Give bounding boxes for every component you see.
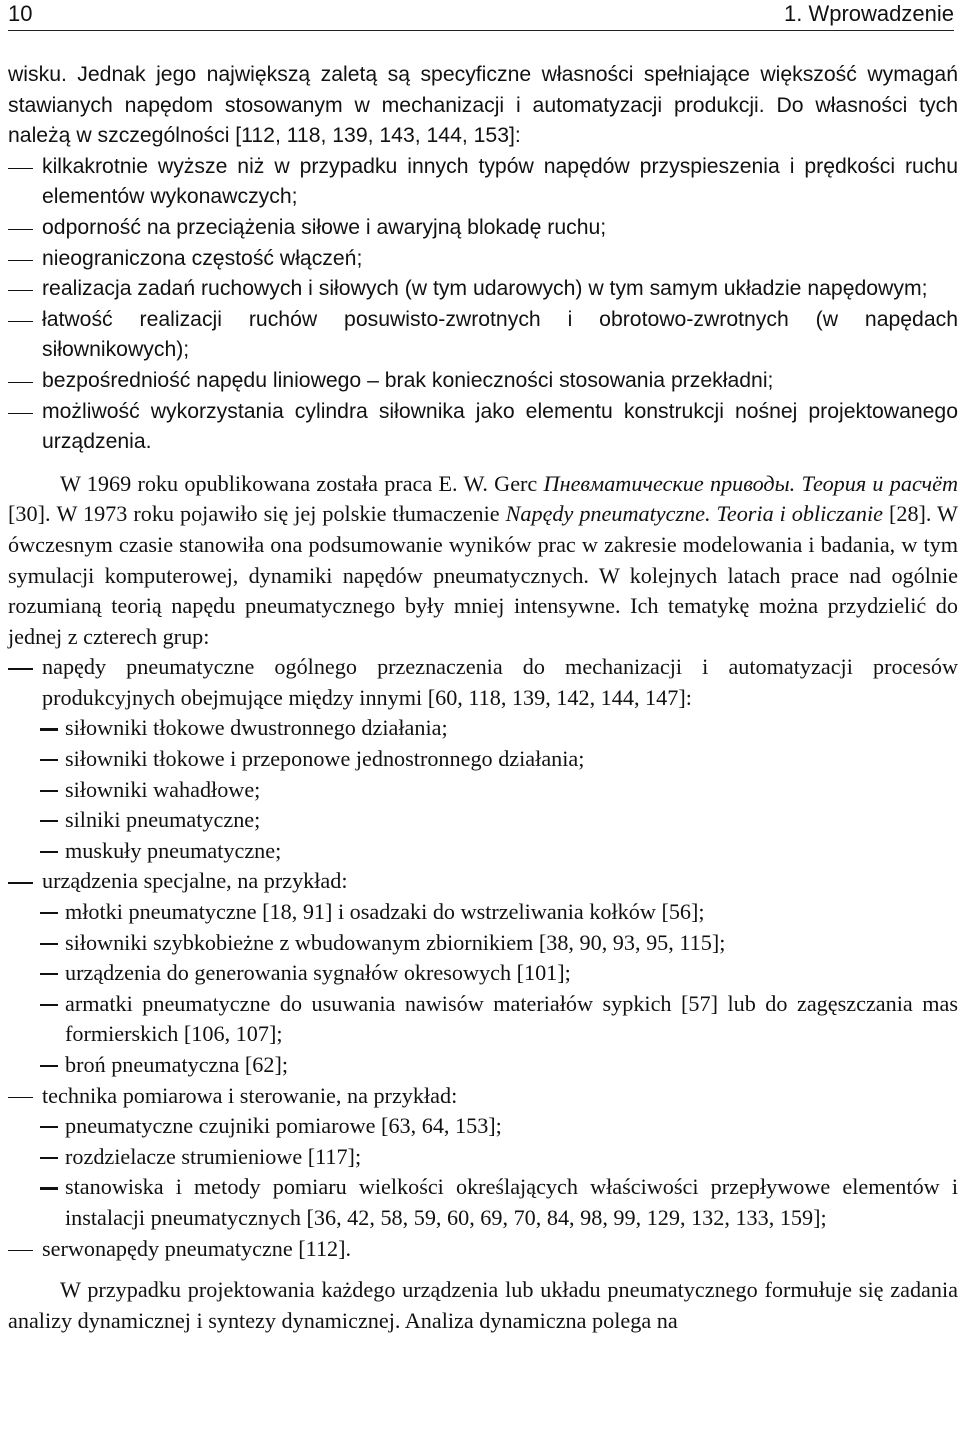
sublist-item: armatki pneumatyczne do usuwania nawisów materiałów sypkich [57] lub do zagęszczania mas formierskich [106, 107]; (65, 990, 958, 1047)
sublist-item: silniki pneumatyczne; (65, 807, 261, 833)
running-header (8, 0, 954, 31)
sublist-item: siłowniki wahadłowe; (65, 776, 261, 802)
list-item: możliwość wykorzystania cylindra siłownika jako elementu konstrukcji nośnej projektowanego urządzenia. (42, 399, 958, 454)
groups-list (8, 652, 958, 1264)
list-item: technika pomiarowa i sterowanie, na przykład: (42, 1082, 458, 1108)
sublist-item: siłowniki tłokowe i przeponowe jednostronnego działania; (65, 746, 585, 772)
russian-title: Пневматические приводы. Теория и расчёт (543, 470, 958, 496)
list-item: napędy pneumatyczne ogólnego przeznaczenia do mechanizacji i automatyzacji procesów produkcyjnych obejmujące między innymi [60, 118, 139, 142, 144, 147]: (42, 654, 958, 710)
sublist-item: pneumatyczne czujniki pomiarowe [63, 64, 153]; (65, 1113, 502, 1139)
sublist-item: broń pneumatyczna [62]; (65, 1052, 289, 1077)
list-item: serwonapędy pneumatyczne [112]. (42, 1235, 352, 1261)
page-number: 10 (8, 1, 33, 26)
list-item: realizacja zadań ruchowych i siłowych (w tym udarowych) w tym samym układzie napędowym; (42, 277, 928, 301)
paragraph-design: W przypadku projektowania każdego urządzenia lub układu pneumatycznego formułuje się zadania analizy dynamicznej i syntezy dynamicznej. Analiza dynamiczna polega na (8, 1277, 958, 1333)
sublist-item: siłowniki szybkobieżne z wbudowanym zbiornikiem [38, 90, 93, 95, 115]; (65, 929, 726, 955)
sublist-item: młotki pneumatyczne [18, 91] i osadzaki do wstrzeliwania kołków [56]; (65, 899, 705, 925)
list-item: łatwość realizacji ruchów posuwisto-zwrotnych i obrotowo-zwrotnych (w napędach siłownikowych); (42, 307, 958, 362)
list-item: kilkakrotnie wyższe niż w przypadku innych typów napędów przyspieszenia i prędkości ruchu elementów wykonawczych; (42, 154, 958, 209)
page-body (8, 60, 958, 1336)
properties-list (8, 152, 958, 458)
sublist-item: rozdzielacze strumieniowe [117]; (65, 1143, 362, 1169)
polish-title: Napędy pneumatyczne. Teoria i obliczanie (505, 501, 883, 527)
list-item: urządzenia specjalne, na przykład: (42, 868, 348, 894)
sublist-item: muskuły pneumatyczne; (65, 837, 282, 863)
chapter-title: 1. Wprowadzenie (784, 1, 954, 26)
sublist-item: urządzenia do generowania sygnałów okresowych [101]; (65, 960, 571, 986)
sublist-item: stanowiska i metody pomiaru wielkości określających właściwości przepływowe elementów i instalacji pneumatycznych [36, 42, 58, 59, 60, 69, 70, 84, 98, 99, 129, 132, 133, 159]; (65, 1174, 958, 1230)
list-item: nieograniczona częstość włączeń; (42, 246, 363, 270)
paragraph-history: W 1969 roku opublikowana została praca E. W. Gerc Пневматические приводы. Теория и расчёт [30]. W 1973 roku pojawiło się jej polskie tłumaczenie Napędy pneumatyczne. Teoria i obliczanie [28]. W ówczesnym czasie stanowiła ona podsumowanie wyników prac w zakresie modelowania i badania, w tym symulacji komputerowej, dynamiki napędów pneumatycznych. W kolejnych latach prace nad ogólnie rozumianą teorią napędu pneumatycznego były mniej intensywne. Ich tematykę można przydzielić do jednej z czterech grup: (8, 470, 958, 649)
list-item: bezpośredniość napędu liniowego – brak konieczności stosowania przekładni; (42, 368, 774, 392)
paragraph-intro: wisku. Jednak jego największą zaletą są specyficzne własności spełniające większość wymagań stawianych napędom stosowanym w mechanizacji i automatyzacji produkcji. Do własności tych należą w szczególności [112, 118, 139, 143, 144, 153]: (8, 63, 958, 148)
list-item: odporność na przeciążenia siłowe i awaryjną blokadę ruchu; (42, 215, 607, 239)
sublist-item: siłowniki tłokowe dwustronnego działania; (65, 715, 448, 741)
